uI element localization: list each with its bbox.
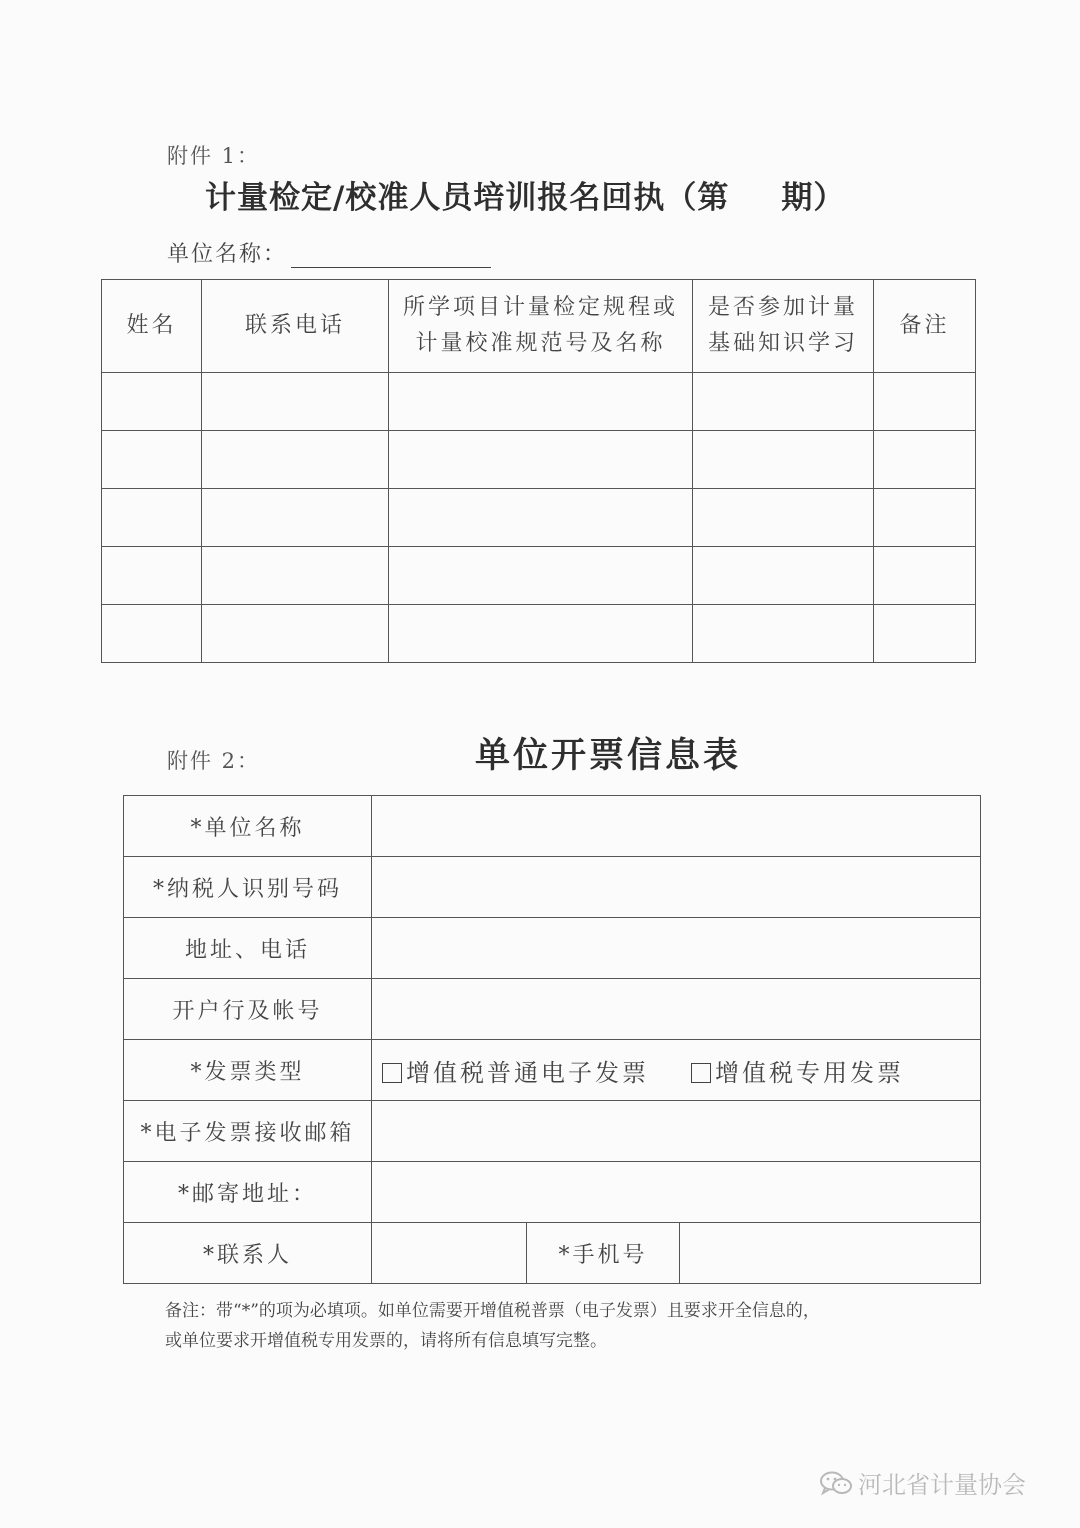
cell-basic-knowledge[interactable]: [693, 489, 874, 547]
input-mobile[interactable]: [680, 1223, 981, 1284]
row-bank-account: [124, 979, 981, 1040]
input-unit-name[interactable]: [372, 796, 981, 857]
row-email: [124, 1101, 981, 1162]
attachment-2-title: 单位开票信息表: [475, 735, 742, 776]
label-invoice-type: *发票类型: [124, 1040, 372, 1101]
table-row: [102, 489, 976, 547]
cell-project[interactable]: [389, 373, 693, 431]
label-contact: *联系人: [124, 1223, 372, 1284]
note: [165, 1296, 820, 1356]
row-address-phone: [124, 918, 981, 979]
cell-project[interactable]: [389, 489, 693, 547]
cell-project[interactable]: [389, 605, 693, 663]
note-line-2: 或单位要求开增值税专用发票的，请将所有信息填写完整。: [165, 1331, 607, 1351]
cell-phone[interactable]: [202, 431, 389, 489]
label-tax-id: *纳税人识别号码: [124, 857, 372, 918]
cell-name[interactable]: [102, 547, 202, 605]
checkbox-icon[interactable]: [691, 1063, 711, 1083]
row-unit-name: [124, 796, 981, 857]
unit-name-row: [167, 237, 491, 268]
input-email[interactable]: [372, 1101, 981, 1162]
cell-basic-knowledge[interactable]: [693, 431, 874, 489]
cell-phone[interactable]: [202, 547, 389, 605]
table-row: [102, 431, 976, 489]
watermark-text: 河北省计量协会: [858, 1471, 1026, 1499]
header-basic-knowledge: 是否参加计量基础知识学习: [693, 280, 874, 373]
title-suffix: 期）: [781, 180, 846, 216]
cell-phone[interactable]: [202, 373, 389, 431]
unit-name-blank[interactable]: [291, 243, 491, 268]
header-remark: 备注: [874, 280, 976, 373]
label-mail-address: *邮寄地址：: [124, 1162, 372, 1223]
option-special-invoice[interactable]: 增值税专用发票: [691, 1053, 904, 1088]
input-bank-account[interactable]: [372, 979, 981, 1040]
table-row: [102, 547, 976, 605]
table-row: [102, 373, 976, 431]
invoice-info-table: [123, 795, 981, 1284]
option-normal-e-invoice[interactable]: 增值税普通电子发票: [382, 1053, 649, 1088]
attachment-2-label: 附件 2：: [167, 749, 261, 773]
cell-basic-knowledge[interactable]: [693, 605, 874, 663]
input-mail-address[interactable]: [372, 1162, 981, 1223]
cell-phone[interactable]: [202, 489, 389, 547]
cell-name[interactable]: [102, 373, 202, 431]
label-mobile: *手机号: [527, 1223, 680, 1284]
cell-project[interactable]: [389, 431, 693, 489]
invoice-type-options: [372, 1040, 981, 1101]
row-tax-id: [124, 857, 981, 918]
cell-basic-knowledge[interactable]: [693, 373, 874, 431]
row-invoice-type: [124, 1040, 981, 1101]
title-prefix: 计量检定/校准人员培训报名回执（第: [205, 180, 730, 216]
cell-remark[interactable]: [874, 489, 976, 547]
label-address-phone: 地址、电话: [124, 918, 372, 979]
cell-name[interactable]: [102, 431, 202, 489]
cell-phone[interactable]: [202, 605, 389, 663]
watermark: [818, 1465, 1026, 1500]
checkbox-icon[interactable]: [382, 1063, 402, 1083]
registration-table: [101, 279, 976, 663]
label-bank-account: 开户行及帐号: [124, 979, 372, 1040]
header-name: 姓名: [102, 280, 202, 373]
table-header-row: [102, 280, 976, 373]
table-row: [102, 605, 976, 663]
attachment-1-title: [205, 172, 845, 217]
wechat-icon: [818, 1470, 854, 1496]
cell-remark[interactable]: [874, 431, 976, 489]
cell-remark[interactable]: [874, 373, 976, 431]
attachment-1-label: 附件 1：: [167, 144, 261, 168]
cell-basic-knowledge[interactable]: [693, 547, 874, 605]
cell-remark[interactable]: [874, 547, 976, 605]
input-contact[interactable]: [372, 1223, 527, 1284]
unit-name-label: 单位名称：: [167, 242, 288, 267]
header-phone: 联系电话: [202, 280, 389, 373]
input-address-phone[interactable]: [372, 918, 981, 979]
row-mail-address: [124, 1162, 981, 1223]
note-line-1: 备注：带“*”的项为必填项。如单位需要开增值税普票（电子发票）且要求开全信息的，: [165, 1301, 820, 1321]
label-unit-name: *单位名称: [124, 796, 372, 857]
label-email: *电子发票接收邮箱: [124, 1101, 372, 1162]
cell-name[interactable]: [102, 489, 202, 547]
cell-name[interactable]: [102, 605, 202, 663]
cell-project[interactable]: [389, 547, 693, 605]
row-contact: [124, 1223, 981, 1284]
cell-remark[interactable]: [874, 605, 976, 663]
header-project: 所学项目计量检定规程或计量校准规范号及名称: [389, 280, 693, 373]
input-tax-id[interactable]: [372, 857, 981, 918]
